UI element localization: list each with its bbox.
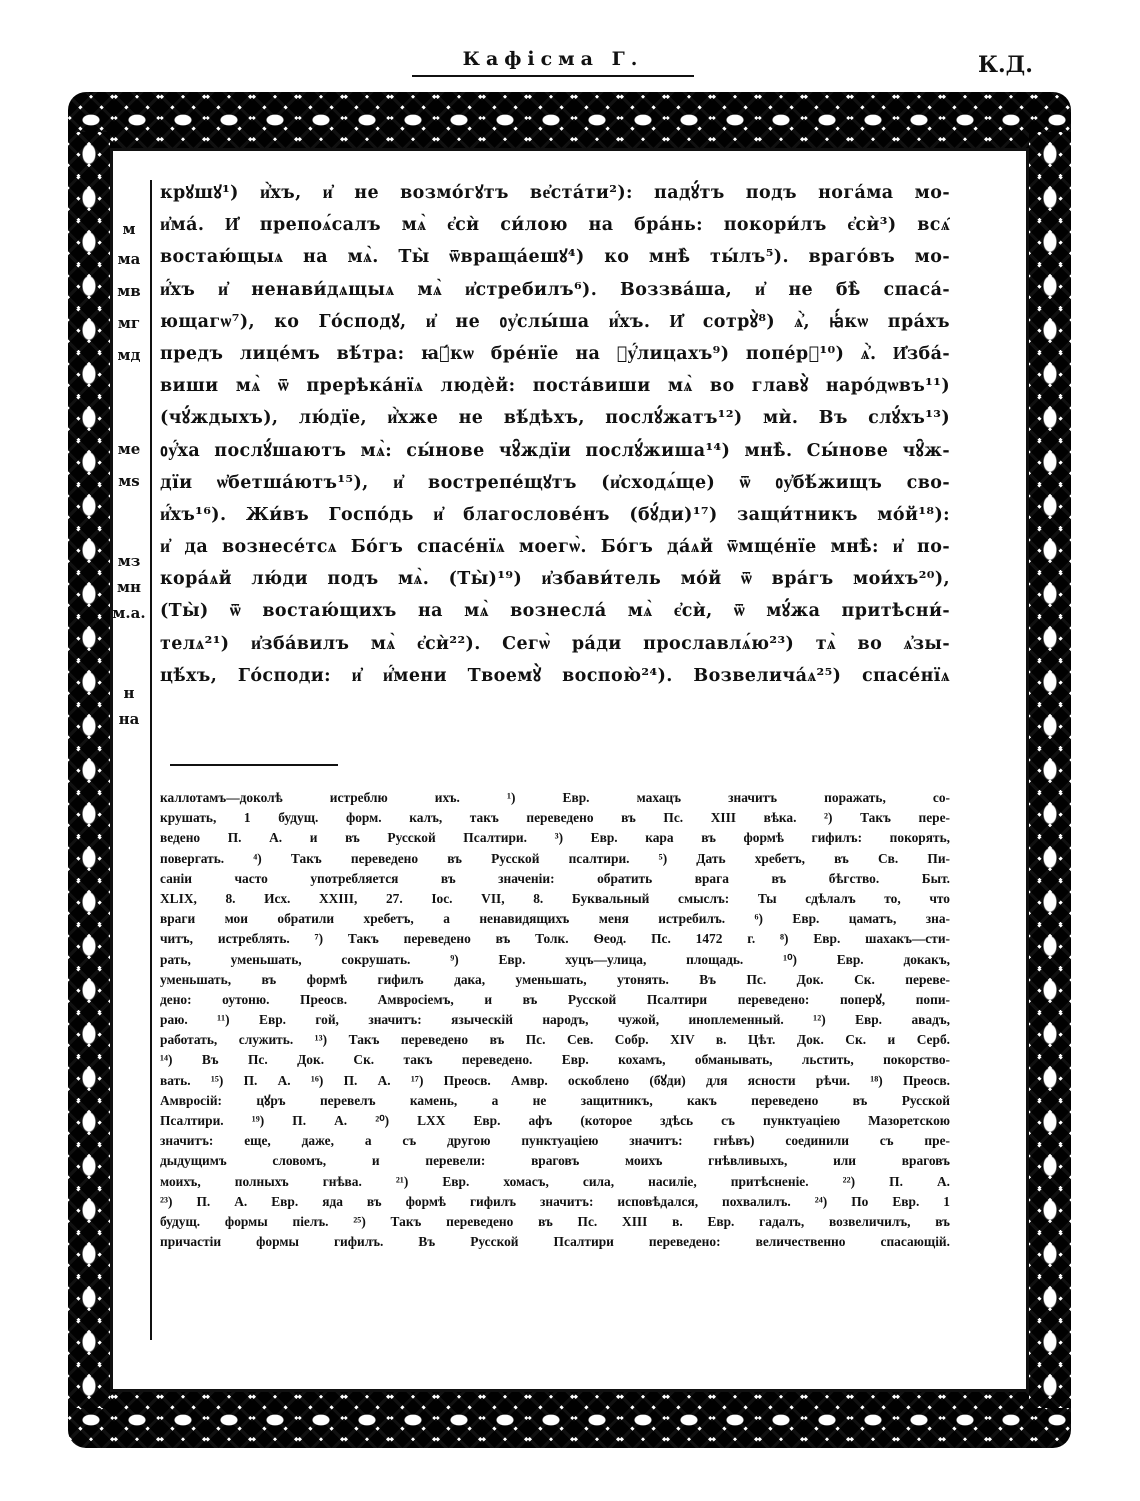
text-line: и҆ма́. И҆ препоѧ́салъ мѧ̀ є҆сѝ си́лою на бра́нь: покори́лъ є҆сѝ³) всѧ̑ xyxy=(160,215,950,236)
footnote-line: уменьшать, въ формѣ гифилъ дака, уменьшать, утонять. Въ Пс. Док. Ск. переве- xyxy=(160,971,950,987)
footnote-line: раю. ¹¹) Евр. гой, значитъ: языческій народъ, чужой, иноплеменный. ¹²) Евр. авадъ, xyxy=(160,1012,950,1028)
margin-note: мд xyxy=(110,346,152,364)
text-line: ᲂу҆́ха послꙋ́шаютъ мѧ̀: сы́нове чꙋ̑ждїи послꙋ́жиша¹⁴) мнѣ̀. Сы́нове чꙋ̑ж- xyxy=(160,440,950,461)
footnote-line: ¹⁴) Въ Пс. Док. Ск. такъ переведено. Евр. кохамъ, обманывать, льстить, покорство- xyxy=(160,1052,950,1068)
footnote-line: крушать, 1 будущ. форм. калъ, такъ переведено въ Пс. XIII вѣка. ²) Такъ пере- xyxy=(160,810,950,826)
text-line xyxy=(160,724,950,756)
text-line: дїи ѡ҆бетша́ютъ¹⁵), и҆ вострепе́щꙋтъ (и҆сходѧ́ще) ѿ ᲂу҆бѣ́жищъ сво- xyxy=(160,472,950,493)
footnote-line: моихъ, полныхъ гнѣва. ²¹) Евр. хомасъ, сила, насиліе, притѣсненіе. ²²) П. А. xyxy=(160,1173,950,1189)
text-line: телѧ²¹) и҆зба́вилъ мѧ̀ є҆сѝ²²). Сегѡ̀ ра́ди прославлѧ́ю²³) тѧ̀ во ѧ҆зы- xyxy=(160,633,950,654)
margin-note: мг xyxy=(110,314,152,332)
footnote-line: враги мои обратили хребетъ, а ненавидящихъ меня истребилъ. ⁶) Евр. цаматъ, зна- xyxy=(160,911,950,927)
text-line: и҆́хъ¹⁶). Жи́въ Госпо́дь и҆ благослове́нъ (бꙋ́ди)¹⁷) защи́тникъ мо́й¹⁸): xyxy=(160,504,950,525)
margin-note: н xyxy=(110,684,152,702)
page-number: К.Д. xyxy=(978,52,1033,78)
psalm-text xyxy=(160,177,950,756)
footnote-line: вать. ¹⁵) П. А. ¹⁶) П. А. ¹⁷) Преосв. Амвр. оскоблено (бꙋди) для ясности рѣчи. ¹⁸) Преосв. xyxy=(160,1072,950,1088)
margin-note: ма xyxy=(110,250,152,268)
footnote-line: значитъ: еще, даже, а съ другою пунктуаціею значитъ: гнѣвъ) соединили съ пре- xyxy=(160,1133,950,1149)
footnote-line: ведено П. А. и въ Русской Псалтири. ³) Евр. кара въ формѣ гифилъ: покорять, xyxy=(160,830,950,846)
ornament-top-band xyxy=(68,92,1071,148)
text-line: (Ты̀) ѿ востаю́щихъ на мѧ̀ вознесла́ мѧ̀ є҆сѝ, ѿ мꙋ́жа притѣсни́- xyxy=(160,601,950,622)
margin-note: м xyxy=(110,220,152,238)
text-line xyxy=(160,692,950,724)
ornament-left-band xyxy=(68,132,110,1408)
margin-note: ме xyxy=(110,440,152,458)
text-line: ющагѡ⁷), ко Го́сподꙋ, и҆ не ᲂу҆слы́ша и҆́хъ. И҆ сотрꙋ̀⁸) ѧ҆̀, ꙗ҆́кѡ пра́хъ xyxy=(160,311,950,332)
footnote-separator xyxy=(170,764,338,766)
footnote-line: повергать. ⁴) Такъ переведено въ Русской псалтири. ⁵) Дать хребетъ, въ Св. Пи- xyxy=(160,850,950,866)
text-line: цѣ́хъ, Го́споди: и҆ и҆́мени Твоемꙋ̀ воспою̀²⁴). Возвелича́ѧ²⁵) спасе́нїѧ xyxy=(160,665,950,686)
page-header-title: Кафісма Г. xyxy=(462,48,644,70)
footnote-line: XLIX, 8. Исх. XXIII, 27. Іос. VII, 8. Буквальный смыслъ: Ты сдѣлалъ то, что xyxy=(160,890,950,906)
margin-note: м.а. xyxy=(110,604,152,622)
text-line: и҆ да вознесе́тсѧ Бо́гъ спасе́нїѧ моегѡ̀. Бо́гъ да́ѧй ѿмще́нїе мнѣ̀: и҆ по- xyxy=(160,537,950,558)
footnote-line: ²³) П. А. Евр. яда въ формѣ гифилъ значитъ: исповѣдался, похвалилъ. ²⁴) По Евр. 1 xyxy=(160,1193,950,1209)
text-line: крꙋшꙋ¹) и҆̀хъ, и҆ не возмо́гꙋтъ ве҆ста́ти²): падꙋ́тъ подъ нога́ма мо- xyxy=(160,183,950,203)
footnote-line: дено: оутоню. Преосв. Амвросіемъ, и въ Русской Псалтири переведено: поперꙋ, попи- xyxy=(160,991,950,1007)
ornament-right-band xyxy=(1029,132,1071,1408)
text-line: кора́ѧй лю́ди подъ мѧ̀. (Ты̀)¹⁹) и҆збави́тель мо́й ѿ вра́гъ мои́хъ²⁰), xyxy=(160,569,950,590)
margin-note: мн xyxy=(110,578,152,596)
text-line: виши мѧ̀ ѿ прерѣка́нїѧ людѐй: поста́виши мѧ̀ во главꙋ̀ наро́дѡвъ¹¹) xyxy=(160,376,950,397)
footnote-line: Амвросій: цꙋръ перевелъ камень, а не защитникъ, какъ переведено въ Русской xyxy=(160,1092,950,1108)
footnote-line: причастіи формы гифилъ. Въ Русской Псалтири переведено: величественно спасающій. xyxy=(160,1234,950,1250)
margin-note: мз xyxy=(110,552,152,570)
footnote-line: будущ. формы піелъ. ²⁵) Такъ переведено въ Пс. XIII в. Евр. гадалъ, возвеличилъ, въ xyxy=(160,1213,950,1229)
footnote-line: каллотамъ—доколѣ истреблю ихъ. ¹) Евр. махацъ значитъ поражать, со- xyxy=(160,790,950,805)
text-line: предъ лице́мъ вѣ́тра: ꙗ҆́кѡ бре́нїе на ᲂу҆́лицахъ⁹) попе́рꙋ¹⁰) ѧ҆̀. И҆зба́- xyxy=(160,343,950,364)
margin-note: мв xyxy=(110,282,152,300)
text-line: и҆́хъ и҆ ненави́дѧщыѧ мѧ̀ и҆стребилъ⁶). Воззва́ша, и҆ не бѣ̀ спаса́- xyxy=(160,279,950,300)
footnote-line: дыдущимъ словомъ, и перевели: враговъ моихъ гнѣвливыхъ, или враговъ xyxy=(160,1153,950,1169)
header-rule xyxy=(412,75,694,77)
footnote-line: саніи часто употребляется въ значеніи: обратить врага въ бѣгство. Быт. xyxy=(160,870,950,886)
footnote-line: работать, служить. ¹³) Такъ переведено въ Пс. Сев. Собр. XIV в. Цѣт. Док. Ск. и Серб. xyxy=(160,1032,950,1048)
margin-note: на xyxy=(110,710,152,728)
footnote-line: рать, уменьшать, сокрушать. ⁹) Евр. хуцъ—улица, площадь. ¹⁰) Евр. докакъ, xyxy=(160,951,950,967)
text-line: востаю́щыѧ на мѧ̀. Ты̀ ѿвраща́ешꙋ⁴) ко мнѣ̀ ты́лъ⁵). враго́въ мо- xyxy=(160,247,950,268)
margin-note: мѕ xyxy=(110,472,152,490)
text-line: (чꙋ́ждыхъ), лю́дїе, и҆̀хже не вѣ́дѣхъ, послꙋ́жатъ¹²) мѝ. Въ слꙋ́хъ¹³) xyxy=(160,408,950,429)
footnotes xyxy=(160,788,950,1252)
ornament-bottom-band xyxy=(68,1392,1071,1448)
footnote-line: читъ, истреблять. ⁷) Такъ переведено въ Толк. Ѳеод. Пс. 1472 г. ⁸) Евр. шахакъ—сти- xyxy=(160,931,950,947)
footnote-line: Псалтири. ¹⁹) П. А. ²⁰) LXX Евр. афъ (которое здѣсь съ пунктуаціею Мазоретскою xyxy=(160,1113,950,1128)
